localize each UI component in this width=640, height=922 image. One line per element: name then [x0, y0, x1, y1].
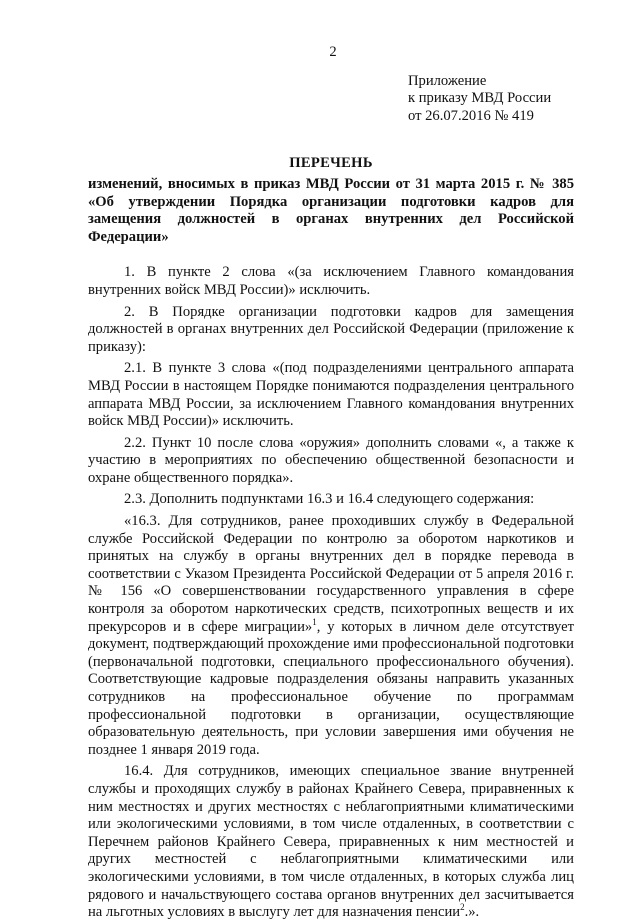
- footnote-ref-2: 2: [460, 902, 465, 913]
- paragraph-16-4-text: 16.4. Для сотрудников, имеющих специальное звание внутренней службы и проходящих службу в районах Крайнего Севера, приравненных к ним местностях и других местностях с неблагоприятными климатическими или экологическими условиями, в том числе отдаленных, в соответствии с Перечнем районов Крайнего Севера, приравненных к ним местностей и других местностей с неблагоприятными климатическими или экологическими условиями, в том числе отдаленных, в которых служба лиц рядового и начальствующего состава органов внутренних дел засчитывается на льготных условиях в выслугу лет для назначения пенсии: [88, 763, 574, 921]
- appendix-line-2: к приказу МВД России: [408, 90, 552, 107]
- appendix-line-1: Приложение: [408, 72, 487, 89]
- appendix-line-3: от 26.07.2016 № 419: [408, 107, 534, 124]
- paragraph-16-3-text: «16.3. Для сотрудников, ранее проходивших службу в Федеральной службе Российской Федерации по контролю за оборотом наркотиков и принятых на службу в органы внутренних дел в порядке перевода в соответствии с Указом Президента Российской Федерации от 5 апреля 2016 г. № 156 «О совершенствовании государственного управления в сфере контроля за оборотом наркотических средств, психотропных веществ и их прекурсоров и в сфере миграции»: [88, 513, 574, 635]
- document-title: ПЕРЕЧЕНЬ: [289, 155, 373, 172]
- paragraph-2-1: 2.1. В пункте 3 слова «(под подразделениями центрального аппарата МВД России в настоящем Порядке понимаются подразделения центрального аппарата МВД России, за исключением Главного командования внутренних войск МВД России)» исключить.: [88, 360, 574, 430]
- footnote-ref-1: 1: [312, 616, 317, 627]
- paragraph-16-4: [88, 763, 574, 921]
- paragraph-2: 2. В Порядке организации подготовки кадров для замещения должностей в органах внутренних дел Российской Федерации (приложение к приказу):: [88, 303, 574, 355]
- paragraph-2-2: 2.2. Пункт 10 после слова «оружия» дополнить словами «, а также к участию в мероприятиях по обеспечению общественной безопасности и охране общественного порядка».: [88, 434, 574, 486]
- paragraph-2-3: 2.3. Дополнить подпунктами 16.3 и 16.4 следующего содержания:: [124, 491, 535, 508]
- appendix-block: [408, 73, 574, 126]
- paragraph-16-3: [88, 513, 574, 759]
- paragraph-1: 1. В пункте 2 слова «(за исключением Главного командования внутренних войск МВД России)» исключить.: [88, 264, 574, 298]
- document-subtitle: изменений, вносимых в приказ МВД России от 31 марта 2015 г. № 385 «Об утверждении Порядка организации подготовки кадров для замещения должностей в органах внутренних дел Российской Федерации»: [88, 175, 574, 245]
- page-number: 2: [329, 44, 337, 60]
- paragraph-16-3-tail: , у которых в личном деле отсутствует документ, подтверждающий прохождение ими профессиональной подготовки (первоначальной подготовки, специального профессионального обучения). Соответствующие кадровые подразделения обязаны направить указанных сотрудников на профессиональное обучение по программам профессиональной подготовки в организации, осуществляющие образовательную деятельность, при условии завершения ими обучения не позднее 1 января 2019 года.: [88, 618, 574, 758]
- paragraph-16-4-tail: .».: [464, 904, 480, 921]
